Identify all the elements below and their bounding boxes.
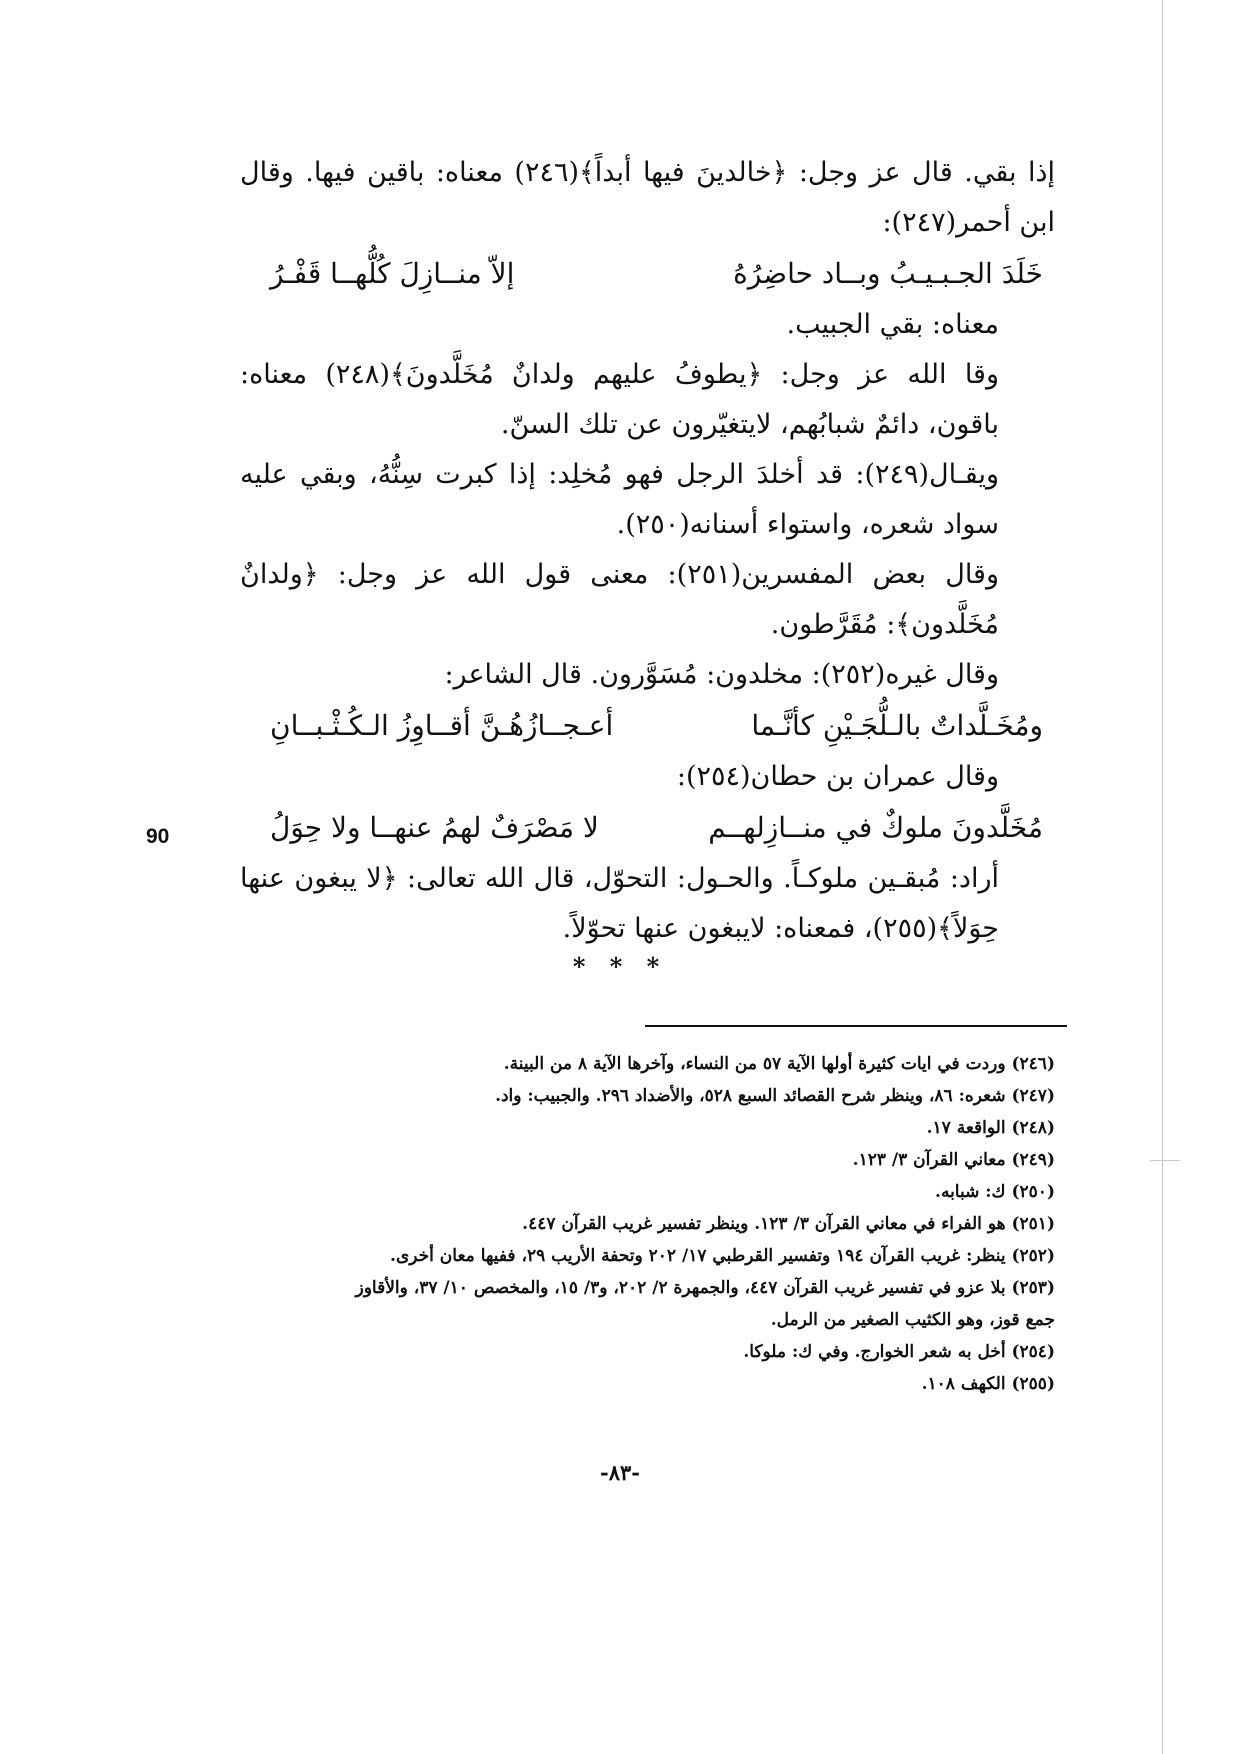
scan-edge-tick <box>1150 1160 1180 1161</box>
footnote: (٢٥٢) ينظر: غريب القرآن ١٩٤ وتفسير القرطبي ١٧/ ٢٠٢ وتحفة الأريب ٢٩، ففيها معان أخرى. <box>390 1246 1055 1266</box>
section-separator: * * * <box>572 952 668 981</box>
paragraph: ويقـال(٢٤٩): قد أخلدَ الرجل فهو مُخلِد: إذا كبرت سِنُّهُ، وبقي عليه سواد شعره، واستواء أسنانه(٢٥٠). <box>240 459 999 540</box>
verse-first-hemistich: خَلَدَ الجـبـيـبُ وبــاد حاضِرُهُ <box>733 257 1043 290</box>
paragraph: أراد: مُبقـين ملوكـاً. والحـول: التحوّل، قال الله تعالى: ﴿لا يبغون عنها حِوَلاً﴾(٢٥٥)، فمعناه: لايبغون عنها تحوّلاً. <box>240 863 999 944</box>
footnote: (٢٥٤) أخل به شعر الخوارج. وفي ك: ملوكا. <box>743 1342 1055 1362</box>
main-text <box>240 148 1055 954</box>
footnote: (٢٤٩) معاني القرآن ٣/ ١٢٣. <box>852 1150 1055 1170</box>
paragraph: وقال بعض المفسرين(٢٥١): معنى قول الله عز وجل: ﴿ولدانٌ مُخَلَّدون﴾: مُقَرَّطون. <box>240 559 1000 640</box>
footnote: (٢٤٦) وردت في ايات كثيرة أولها الآية ٥٧ من النساء، وآخرها الآية ٨ من البينة. <box>503 1054 1055 1074</box>
paragraph: وقال غيره(٢٥٢): مخلدون: مُسَوَّرون. قال الشاعر: <box>444 659 999 690</box>
verse-second-hemistich: لا مَصْرَفٌ لهمُ عنهــا ولا حِوَلُ <box>270 811 599 844</box>
footnote: (٢٤٨) الواقعة ١٧. <box>926 1118 1055 1138</box>
verse-second-hemistich: إلاّ منــازِلَ كُلُّهــا قَفْـرُ <box>270 257 515 290</box>
footnote: (٢٥٠) ك: شبابه. <box>935 1182 1055 1202</box>
footnote: (٢٥١) هو الفراء في معاني القرآن ٣/ ١٢٣. وينظر تفسير غريب القرآن ٤٤٧. <box>522 1214 1055 1234</box>
verse-first-hemistich: ومُخَـلَّداتٌ بالـلُّجَـيْنِ كأنَّـما <box>751 709 1043 742</box>
scan-edge-line <box>1162 0 1163 1754</box>
verse-first-hemistich: مُخَلَّدونَ ملوكٌ في منــازِلهــم <box>708 811 1043 844</box>
verse-second-hemistich: أعـجــازُهُـنَّ أقــاوِزُ الـكُـثْـبــانِ <box>270 709 614 742</box>
footnotes <box>240 1048 1055 1400</box>
footnote: (٢٥٣) بلا عزو في تفسير غريب القرآن ٤٤٧، والجمهرة ٢/ ٢٠٢، و٣/ ١٥، والمخصص ١٠/ ٣٧، والأقاوز <box>355 1278 1055 1298</box>
footnote-rule <box>645 1025 1067 1027</box>
footnote: (٢٤٧) شعره: ٨٦، وينظر شرح القصائد السبع ٥٢٨، والأضداد ٢٩٦. والجبيب: واد. <box>495 1086 1055 1106</box>
paragraph: إذا بقي. قال عز وجل: ﴿خالدينَ فيها أبداً﴾(٢٤٦) معناه: باقين فيها. وقال ابن أحمر(٢٤٧): <box>240 157 1055 238</box>
page-number: -٨٣- <box>600 1460 640 1485</box>
footnote-continuation: جمع قوز، وهو الكثيب الصغير من الرمل. <box>770 1310 1055 1330</box>
footnote: (٢٥٥) الكهف ١٠٨. <box>921 1374 1055 1394</box>
poem-verse <box>240 248 1055 300</box>
paragraph: معناه: بقي الجبيب. <box>786 309 999 340</box>
paragraph: وقال عمران بن حطان(٢٥٤): <box>676 761 999 792</box>
margin-page-number: 90 <box>146 825 170 848</box>
poem-verse <box>240 700 1055 752</box>
poem-verse <box>240 802 1055 854</box>
paragraph: وقا الله عز وجل: ﴿يطوفُ عليهم ولدانٌ مُخَلَّدونَ﴾(٢٤٨) معناه: باقون، دائمٌ شبابُهم، لايتغيّرون عن تلك السنّ. <box>240 359 999 440</box>
